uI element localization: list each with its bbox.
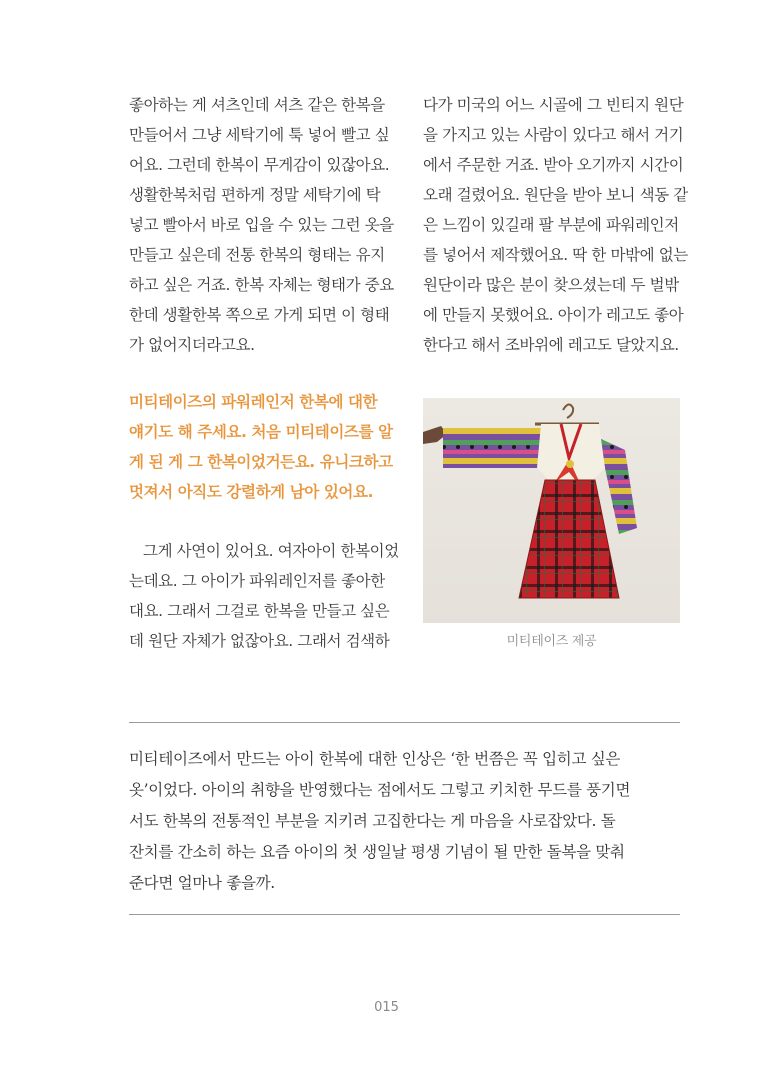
text-line: 을 가지고 있는 사람이 있다고 해서 거기 bbox=[423, 126, 684, 144]
summary-line: 옷’이었다. 아이의 취향을 반영했다는 점에서도 그렇고 키치한 무드를 풍기면 bbox=[129, 781, 631, 799]
summary-line: 준다면 얼마나 좋을까. bbox=[129, 874, 275, 892]
text-line: 가 없어지더라고요. bbox=[129, 336, 255, 354]
text-line: 넣고 빨아서 바로 입을 수 있는 그런 옷을 bbox=[129, 216, 394, 234]
summary-line: 잔치를 간소히 하는 요즘 아이의 첫 생일날 평생 기념이 될 만한 돌복을 맞춰 bbox=[129, 843, 625, 861]
question-line: 얘기도 해 주세요. 처음 미티테이즈를 알 bbox=[129, 423, 393, 441]
text-line: 에서 주문한 거죠. 받아 오기까지 시간이 bbox=[423, 156, 684, 174]
interview-question bbox=[129, 387, 391, 507]
summary-line: 미티테이즈에서 만드는 아이 한복에 대한 인상은 ‘한 번쯤은 꼭 입히고 싶은 bbox=[129, 750, 621, 768]
question-line: 게 된 게 그 한복이었거든요. 유니크하고 bbox=[129, 453, 393, 471]
hanbok-illustration bbox=[423, 398, 680, 623]
hanbok-photo bbox=[423, 398, 680, 623]
photo-caption: 미티테이즈 제공 bbox=[506, 634, 597, 649]
text-line: 한데 생활한복 쪽으로 가게 되면 이 형태 bbox=[129, 306, 390, 324]
answer-line: 대요. 그래서 그걸로 한복을 만들고 싶은 bbox=[129, 602, 390, 620]
text-line: 다가 미국의 어느 시골에 그 빈티지 원단 bbox=[423, 96, 684, 114]
text-line: 에 만들지 못했어요. 아이가 레고도 좋아 bbox=[423, 306, 684, 324]
text-line: 좋아하는 게 셔츠인데 셔츠 같은 한복을 bbox=[129, 96, 385, 114]
question-line: 미티테이즈의 파워레인저 한복에 대한 bbox=[129, 393, 378, 411]
divider-top bbox=[129, 722, 680, 723]
answer-line: 는데요. 그 아이가 파워레인저를 좋아한 bbox=[129, 572, 385, 590]
text-line: 오래 걸렸어요. 원단을 받아 보니 색동 같 bbox=[423, 186, 688, 204]
left-column-text bbox=[129, 90, 394, 360]
text-line: 만들고 싶은데 전통 한복의 형태는 유지 bbox=[129, 246, 385, 264]
text-line: 만들어서 그냥 세탁기에 툭 넣어 빨고 싶 bbox=[129, 126, 390, 144]
text-line: 를 넣어서 제작했어요. 딱 한 마밖에 없는 bbox=[423, 246, 688, 264]
text-line: 어요. 그런데 한복이 무게감이 있잖아요. bbox=[129, 156, 390, 174]
divider-bottom bbox=[129, 914, 680, 915]
right-column-text bbox=[423, 90, 688, 360]
text-line: 하고 싶은 거죠. 한복 자체는 형태가 중요 bbox=[129, 276, 394, 294]
page-number: 015 bbox=[374, 1000, 399, 1015]
summary-line: 서도 한복의 전통적인 부분을 지키려 고집한다는 게 마음을 사로잡았다. 돌 bbox=[129, 812, 616, 830]
text-line: 한다고 해서 조바위에 레고도 달았지요. bbox=[423, 336, 679, 354]
question-line: 멋져서 아직도 강렬하게 남아 있어요. bbox=[129, 483, 374, 501]
text-line: 생활한복처럼 편하게 정말 세탁기에 탁 bbox=[129, 186, 381, 204]
text-line: 은 느낌이 있길래 팔 부분에 파워레인저 bbox=[423, 216, 679, 234]
summary-paragraph bbox=[129, 744, 680, 899]
answer-line: 그게 사연이 있어요. 여자아이 한복이었 bbox=[143, 542, 399, 560]
text-line: 원단이라 많은 분이 찾으셨는데 두 벌밖 bbox=[423, 276, 679, 294]
interview-answer bbox=[129, 536, 399, 656]
answer-line: 데 원단 자체가 없잖아요. 그래서 검색하 bbox=[129, 632, 390, 650]
